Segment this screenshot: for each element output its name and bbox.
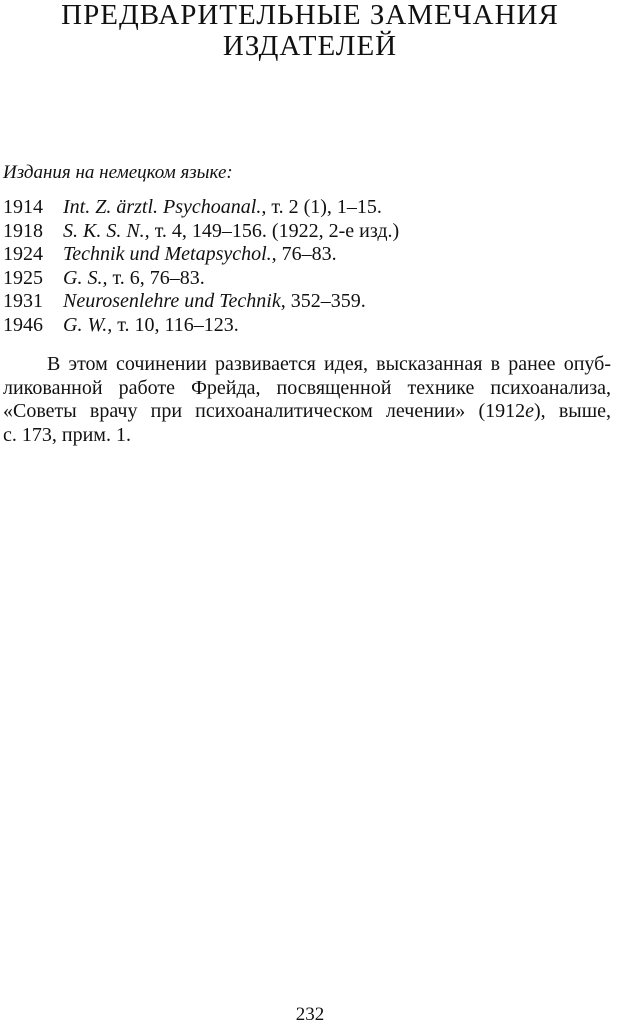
- edition-year: 1924: [3, 243, 43, 266]
- page-title-line-1: ПРЕДВАРИТЕЛЬНЫЕ ЗАМЕЧАНИЯ: [61, 0, 559, 31]
- page-title: [0, 0, 620, 62]
- body-line-1: В этом сочинении развивается идея, высказанная в ранее опуб-: [47, 353, 611, 375]
- edition-details: 352–359.: [285, 290, 366, 313]
- edition-details: т. 2 (1), 1–15.: [266, 196, 382, 218]
- edition-work: Technik und Metapsychol.,: [63, 243, 277, 266]
- editions-heading: Издания на немецком языке:: [3, 162, 233, 183]
- edition-work: Neurosenlehre und Technik,: [63, 290, 286, 313]
- edition-work: G. W.,: [63, 313, 113, 336]
- body-line-4: с. 173, прим. 1.: [3, 423, 131, 446]
- edition-year: 1918: [3, 219, 43, 242]
- body-line-3-end: ), выше,: [534, 400, 611, 423]
- edition-year: 1946: [3, 313, 43, 336]
- edition-details: т. 10, 116–123.: [112, 313, 239, 336]
- body-line-3-text: «Советы врачу при психоаналитическом лечении» (1912: [3, 400, 526, 423]
- edition-work: G. S.,: [63, 266, 108, 289]
- body-paragraph: [3, 353, 611, 447]
- edition-details: 76–83.: [276, 243, 337, 266]
- page-title-line-2: ИЗДАТЕЛЕЙ: [222, 30, 398, 62]
- body-line-3-italic: e: [525, 400, 535, 423]
- edition-item: [3, 220, 399, 244]
- body-line-2: ликованной работе Фрейда, посвященной технике психоанализа,: [3, 376, 611, 399]
- edition-item: [3, 196, 399, 220]
- edition-work: Int. Z. ärztl. Psychoanal.,: [63, 196, 267, 218]
- edition-item: [3, 314, 399, 338]
- edition-details: т. 6, 76–83.: [107, 266, 205, 289]
- edition-work: S. K. S. N.,: [63, 219, 150, 242]
- body-line-3: [3, 400, 611, 424]
- edition-item: [3, 290, 399, 314]
- page-number: 232: [295, 1004, 325, 1025]
- edition-details: т. 4, 149–156. (1922, 2-е изд.): [149, 219, 400, 242]
- editions-list: [3, 196, 399, 338]
- edition-item: [3, 243, 399, 267]
- edition-year: 1925: [3, 266, 43, 289]
- edition-year: 1931: [3, 290, 43, 313]
- edition-year: 1914: [3, 196, 43, 218]
- edition-item: [3, 267, 399, 291]
